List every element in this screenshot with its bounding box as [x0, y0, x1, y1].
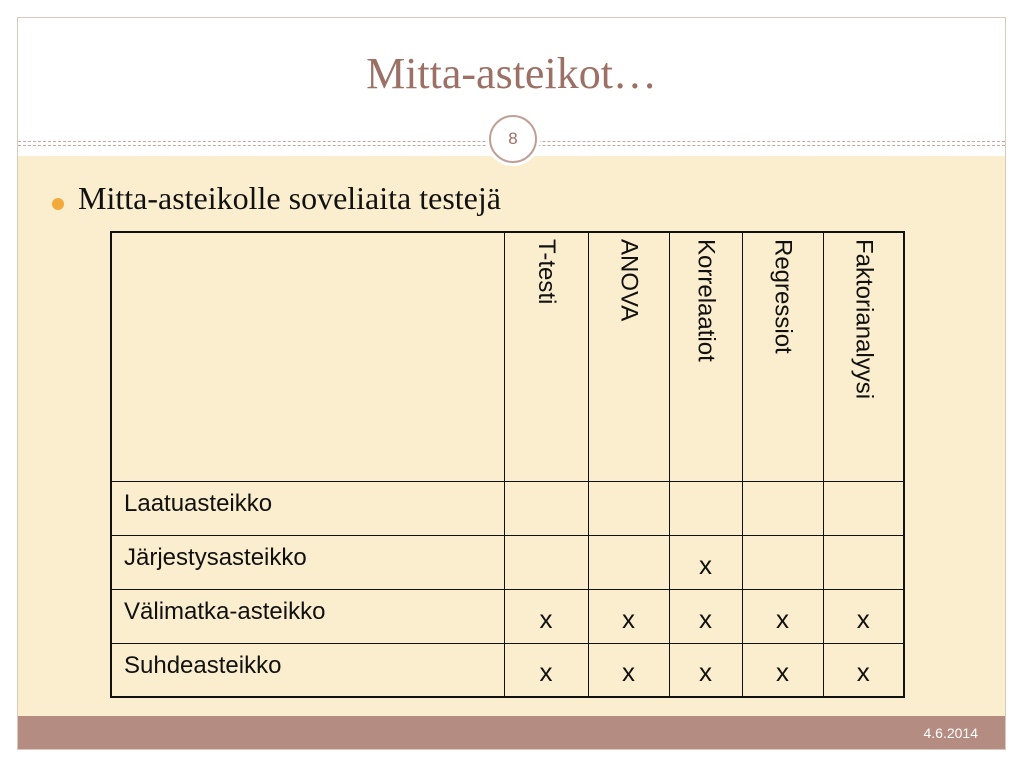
column-header-label: Faktorianalyysi [850, 239, 878, 400]
table-corner-cell [111, 232, 504, 481]
column-header [823, 232, 904, 481]
slide-title: Mitta-asteikot… [366, 49, 657, 98]
table-cell [742, 481, 823, 535]
table-cell: x [669, 643, 742, 697]
table-cell: x [588, 589, 669, 643]
table-cell [823, 481, 904, 535]
row-label: Järjestysasteikko [111, 535, 504, 589]
table-cell: x [742, 589, 823, 643]
table-cell [823, 535, 904, 589]
slide-date: 4.6.2014 [923, 725, 978, 741]
table-cell: x [823, 589, 904, 643]
table-row [111, 589, 904, 643]
column-header-label: T-testi [533, 239, 560, 305]
table-cell: x [588, 643, 669, 697]
slide-number: 8 [489, 115, 537, 163]
table-cell: x [669, 589, 742, 643]
table-header-row [111, 232, 904, 481]
column-header [742, 232, 823, 481]
bullet-text: Mitta-asteikolle soveliaita testejä [78, 180, 501, 216]
table-cell: x [823, 643, 904, 697]
table-cell [669, 481, 742, 535]
row-label: Laatuasteikko [111, 481, 504, 535]
table-cell [588, 535, 669, 589]
column-header-label: Regressiot [769, 239, 797, 354]
column-header-label: Korrelaatiot [692, 239, 720, 362]
table-cell [742, 535, 823, 589]
column-header [588, 232, 669, 481]
table-cell: x [742, 643, 823, 697]
row-label: Suhdeasteikko [111, 643, 504, 697]
table-cell [504, 535, 588, 589]
table-cell [504, 481, 588, 535]
table-cell: x [669, 535, 742, 589]
table-row [111, 643, 904, 697]
table-cell: x [504, 589, 588, 643]
column-header [504, 232, 588, 481]
table-cell [588, 481, 669, 535]
table-cell: x [504, 643, 588, 697]
row-label: Välimatka-asteikko [111, 589, 504, 643]
scale-test-table [110, 231, 905, 698]
bullet-icon [52, 198, 64, 210]
table-row [111, 481, 904, 535]
column-header [669, 232, 742, 481]
footer-band [18, 716, 1005, 749]
column-header-label: ANOVA [615, 239, 643, 322]
table-row [111, 535, 904, 589]
